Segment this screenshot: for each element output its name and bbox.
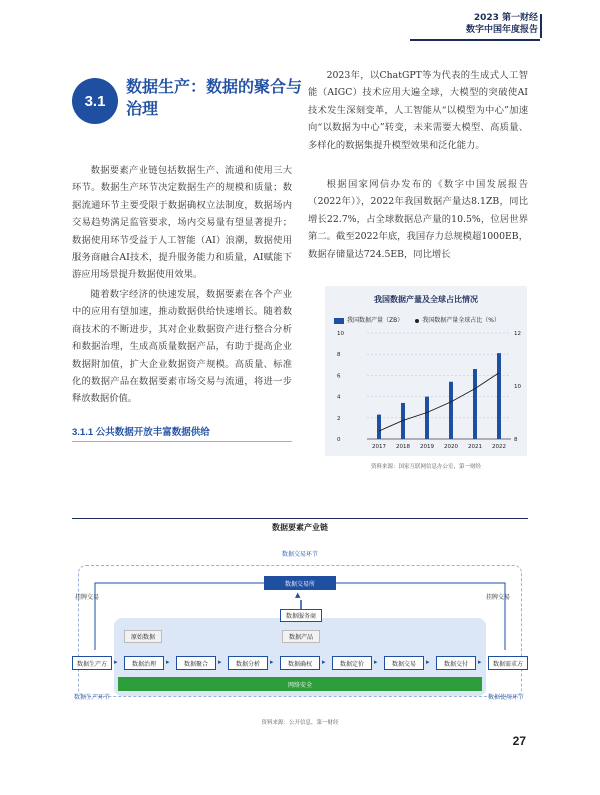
step-box-5: 数据定价 (332, 656, 372, 670)
diagram-exchange-stage: 数据交易环节 (281, 551, 318, 558)
legend-line-label: 我国数据产量全球占比（%） (422, 317, 500, 324)
y-right-tick-label: 12 (514, 331, 521, 337)
arrow-right-icon: ▸ (426, 658, 430, 666)
arrow-right-icon: ▸ (374, 658, 378, 666)
arrow-right-icon: ▸ (114, 658, 118, 666)
y-left-tick-label: 0 (337, 437, 341, 443)
consumer-box: 数据需求方 (488, 656, 528, 670)
y-right-tick-label: 10 (514, 384, 521, 390)
step-box-4: 数据确权 (280, 656, 320, 670)
arrow-right-icon: ▸ (218, 658, 222, 666)
arrow-right-icon: ▸ (478, 658, 482, 666)
chart-source: 资料来源：国家互联网信息办公室，第一财经 (370, 464, 481, 470)
y-left-tick-label: 6 (337, 373, 341, 380)
step-box-7: 数据交付 (436, 656, 476, 670)
right-paragraph-1: 2023年，以ChatGPT等为代表的生成式人工智能（AIGC）技术应用大遍全球，大模型的突破使AI技术发生深刻变革，人工智能从“以模型为中心”加速向“以数据为中心”转变，未来需要大模型、高质量、多样化的数据集提升模型效果和泛化能力。 (308, 70, 528, 151)
step-box-2: 数据聚合 (176, 656, 216, 670)
y-left-tick-label: 4 (337, 394, 341, 401)
up-arrow-icon: ▲ (295, 591, 301, 599)
listing-right-label: 挂牌交易 (486, 594, 511, 601)
x-tick-label: 2020 (444, 444, 458, 450)
header-line1: 2023 第一财经 (473, 13, 538, 23)
production-stage-label: 数据生产环节 (74, 694, 111, 701)
service-provider-box: 数据服务商 (280, 609, 322, 622)
y-left-tick-label: 10 (337, 331, 344, 337)
y-right-tick-label: 8 (514, 437, 518, 443)
legend-bar-label: 我国数据产量（ZB） (347, 317, 404, 324)
step-box-6: 数据交易 (384, 656, 424, 670)
left-paragraph-1: 数据要素产业链包括数据生产、流通和使用三大环节。数据生产环节决定数据生产的规模和质量；数据流通环节主要受限于数据确权立法制度，数据场内交易趋势满足监管要求，场内交易量有望显著提升；数据使用环节受益于人工智能（AI）浪潮，数据使用服务商融合AI技术，提升服务能力和质量，AI赋能下游应用场景提升数据使用效果。 (72, 165, 292, 281)
subsection-title: 3.1.1 公共数据开放丰富数据供给 (72, 427, 210, 438)
raw-data-box: 原始数据 (124, 630, 162, 643)
step-box-1: 数据治理 (124, 656, 164, 670)
diagram-source: 资料来源：公开信息，第一财经 (261, 720, 339, 726)
y-left-tick-label: 8 (337, 352, 341, 359)
arrow-right-icon: ▸ (322, 658, 326, 666)
page-number: 27 (512, 734, 526, 748)
x-tick-label: 2019 (420, 444, 434, 450)
arrow-right-icon: ▸ (166, 658, 170, 666)
x-tick-label: 2018 (396, 444, 410, 450)
x-tick-label: 2017 (372, 444, 386, 450)
data-product-box: 数据产品 (282, 630, 320, 643)
diagram-title: 数据要素产业链 (272, 523, 328, 532)
y-left-tick-label: 2 (337, 415, 341, 422)
connector-left (95, 583, 264, 650)
network-security-bar: 网络安全 (118, 677, 482, 691)
chart-title: 我国数据产量及全球占比情况 (374, 295, 478, 304)
usage-stage-label: 数据使用环节 (488, 694, 525, 701)
arrow-right-icon: ▸ (270, 658, 274, 666)
listing-left-label: 挂牌交易 (75, 594, 100, 601)
section-number-badge: 3.1 (72, 78, 118, 124)
connector-right (336, 583, 505, 650)
x-tick-label: 2021 (468, 444, 482, 450)
producer-box: 数据生产方 (72, 656, 112, 670)
exchange-house-box: 数据交易所 (264, 576, 336, 590)
left-paragraph-2: 随着数字经济的快速发展，数据要素在各个产业中的应用有望加速，推动数据供给快速增长。随着数商技术的不断进步，其对企业数据资产进行整合分析和数据治理，生成高质量数据产品，有助于提高企业数据附加值，扩大企业数据资产规模。高质量、标准化的数据产品在数据要素市场交易与流通，将进一步释放数据价值。 (72, 289, 292, 405)
header-line2: 数字中国年度报告 (465, 25, 538, 35)
x-tick-label: 2022 (492, 444, 506, 450)
right-paragraph-2: 根据国家网信办发布的《数字中国发展报告（2022年）》，2022年我国数据产量达8.1ZB，同比增长22.7%，占全球数据总产量的10.5%，位居世界第二。截至2022年底，我国存力总规模超1000EB，数据存储量达724.5EB，同比增长 (308, 179, 528, 260)
section-title: 数据生产：数据的聚合与治理 (126, 77, 303, 118)
step-box-3: 数据分析 (228, 656, 268, 670)
